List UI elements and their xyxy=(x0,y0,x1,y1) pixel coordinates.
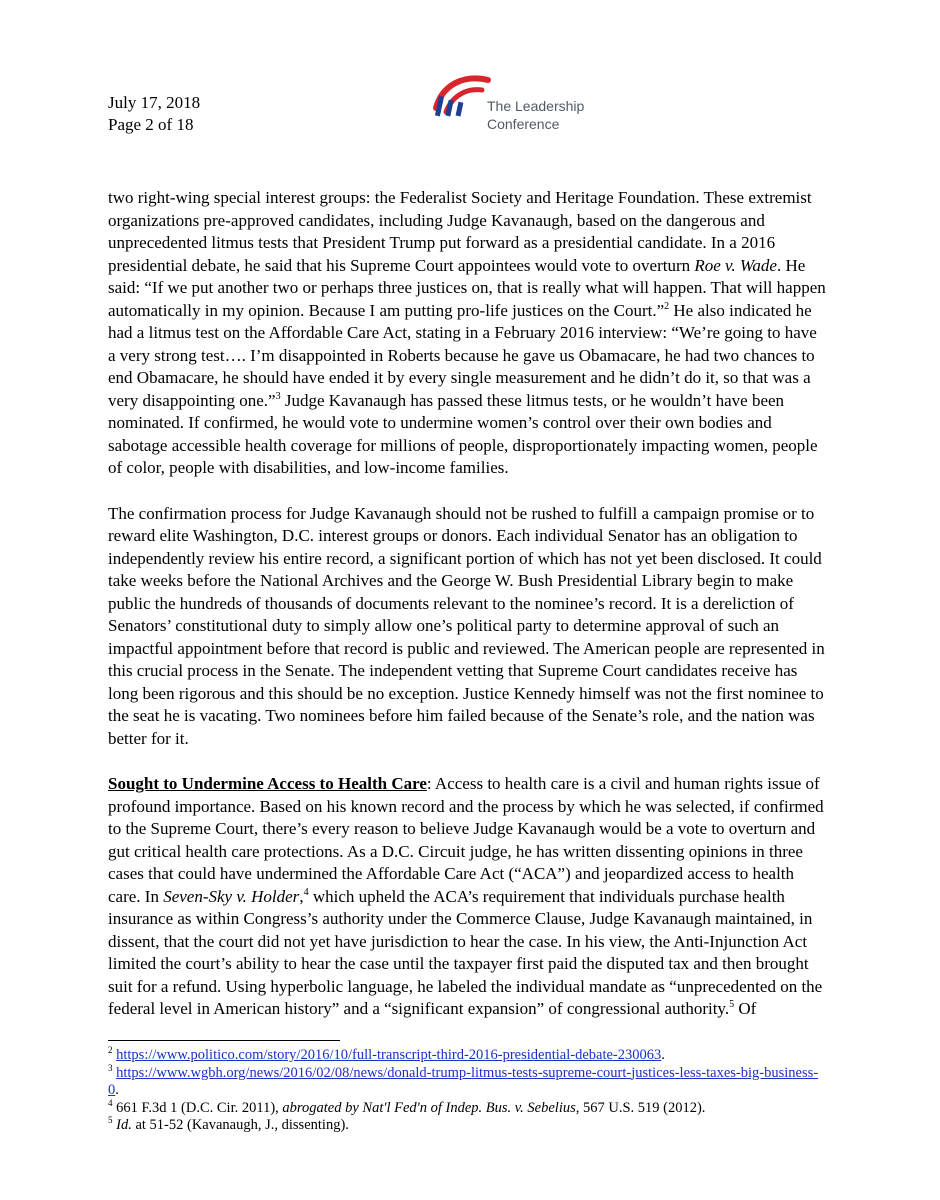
text-run: Of xyxy=(734,999,757,1018)
text-run: . He said: “If we put another two or perhaps three justices on, that is really what will happen. That will happen automatically in my opinion. Because I am putting pro-life justices on the Court.” xyxy=(108,255,826,320)
footnotes xyxy=(108,1047,828,1135)
text-run: which upheld the ACA’s requirement that individuals purchase health insurance as within Congress’s authority under the Commerce Clause, Judge Kavanaugh maintained, in dissent, that the court did not yet have jurisdiction to hear the case. In his view, the Anti-Injunction Act limited the court’s ability to hear the case until the taxpayer first paid the disputed tax and then brought suit for a refund. Using hyperbolic language, he labeled the individual mandate as “unprecedented on the federal level in American history” and a “significant expansion” of congressional authority. xyxy=(108,886,823,1018)
footnote-3 xyxy=(108,1062,828,1100)
text-run: 661 F.3d 1 (D.C. Cir. 2011), xyxy=(112,1099,283,1116)
letter-body xyxy=(108,187,828,1044)
paragraph-litmus-tests xyxy=(108,187,828,480)
footnote-link-wgbh[interactable]: https://www.wgbh.org/news/2016/02/08/news/donald-trump-litmus-tests-supreme-court-justices-less-taxes-big-business-0 xyxy=(108,1064,819,1098)
text-run: Judge Kavanaugh has passed these litmus tests, or he wouldn’t have been nominated. If confirmed, he would vote to undermine women’s control over their own bodies and sabotage accessible health coverage for millions of people, disproportionately impacting women, people of color, people with disabilities, and low-income families. xyxy=(108,390,818,477)
logo-line-1: The Leadership xyxy=(487,98,585,114)
footnote-number: 4 xyxy=(108,1097,113,1108)
page-header xyxy=(108,92,200,136)
text-run: He also indicated he had a litmus test on the Affordable Care Act, stating in a February 2016 interview: “We’re going to have a very strong test…. I’m disappointed in Roberts because he gave us Obamacare, he had two chances to end Obamacare, he should have ended it by every single measurement and he didn’t do it, so that was a very disappointing one.” xyxy=(108,300,817,410)
footnote-5 xyxy=(108,1117,828,1135)
case-name-roe: Roe v. Wade xyxy=(694,255,777,275)
paragraph-health-care xyxy=(108,773,828,1021)
text-run: , 567 U.S. 519 (2012). xyxy=(575,1099,706,1116)
footnote-divider xyxy=(108,1040,340,1041)
footnote-ref-3: 3 xyxy=(275,390,281,402)
text-run: at 51-52 (Kavanaugh, J., dissenting). xyxy=(131,1117,349,1133)
footnote-link-politico[interactable]: https://www.politico.com/story/2016/10/full-transcript-third-2016-presidential-debate-230063 xyxy=(116,1047,662,1063)
citation-italic: abrogated by Nat'l Fed'n of Indep. Bus. v. Sebelius xyxy=(282,1099,576,1116)
leadership-conference-logo xyxy=(432,72,652,142)
case-name-seven-sky: Seven-Sky v. Holder xyxy=(163,886,300,906)
text-run: . xyxy=(115,1082,119,1098)
logo-wordmark xyxy=(487,97,584,133)
footnote-number: 5 xyxy=(108,1115,113,1125)
footnote-number: 3 xyxy=(108,1062,113,1073)
footnote-ref-5: 5 xyxy=(729,999,735,1010)
logo-bar-3 xyxy=(456,102,464,117)
footnote-2 xyxy=(108,1047,828,1065)
logo-line-2: Conference xyxy=(487,116,560,132)
page-number: Page 2 of 18 xyxy=(108,115,194,134)
footnote-ref-2: 2 xyxy=(664,300,670,312)
footnote-number: 2 xyxy=(108,1045,113,1055)
logo-arc-icon xyxy=(432,72,492,122)
text-run: : Access to health care is a civil and human rights issue of profound importance. Based on his known record and the process by which he was selected, if confirmed to the Supreme Court, there’s every reason to believe Judge Kavanaugh would be a vote to overturn and gut critical health care protections. As a D.C. Circuit judge, he has written dissenting opinions in three cases that could have undermined the Affordable Care Act (“ACA”) and jeopardized access to health care. In xyxy=(108,774,824,906)
citation-italic: Id. xyxy=(116,1117,132,1133)
text-run: two right-wing special interest groups: the Federalist Society and Heritage Foundation. These extremist organizations pre-approved candidates, including Judge Kavanaugh, based on the dangerous and unprecedented litmus tests that President Trump put forward as a presidential candidate. In a 2016 presidential debate, he said that his Supreme Court appointees would vote to overturn xyxy=(108,188,812,275)
letter-date: July 17, 2018 xyxy=(108,93,201,112)
section-heading-health-care: Sought to Undermine Access to Health Care xyxy=(108,774,427,793)
text-run: . xyxy=(661,1047,665,1063)
text-run: , xyxy=(299,886,304,906)
paragraph-confirmation-process: The confirmation process for Judge Kavanaugh should not be rushed to fulfill a campaign promise or to reward elite Washington, D.C. interest groups or donors. Each individual Senator has an obligation to independently review his entire record, a significant portion of which has not yet been disclosed. It could take weeks before the National Archives and the George W. Bush Presidential Library begin to make public the hundreds of thousands of documents relevant to the nominee’s record. It is a dereliction of Senators’ constitutional duty to simply allow one’s political party to determine approval of such an impactful appointment before that record is public and reviewed. The American people are represented in this crucial process in the Senate. The independent vetting that Supreme Court candidates receive has long been rigorous and this should be no exception. Justice Kennedy himself was not the first nominee to the seat he is vacating. Two nominees before him failed because of the Senate’s role, and the nation was better for it. xyxy=(108,503,825,748)
footnote-4 xyxy=(108,1097,828,1118)
footnote-ref-4: 4 xyxy=(303,886,309,898)
